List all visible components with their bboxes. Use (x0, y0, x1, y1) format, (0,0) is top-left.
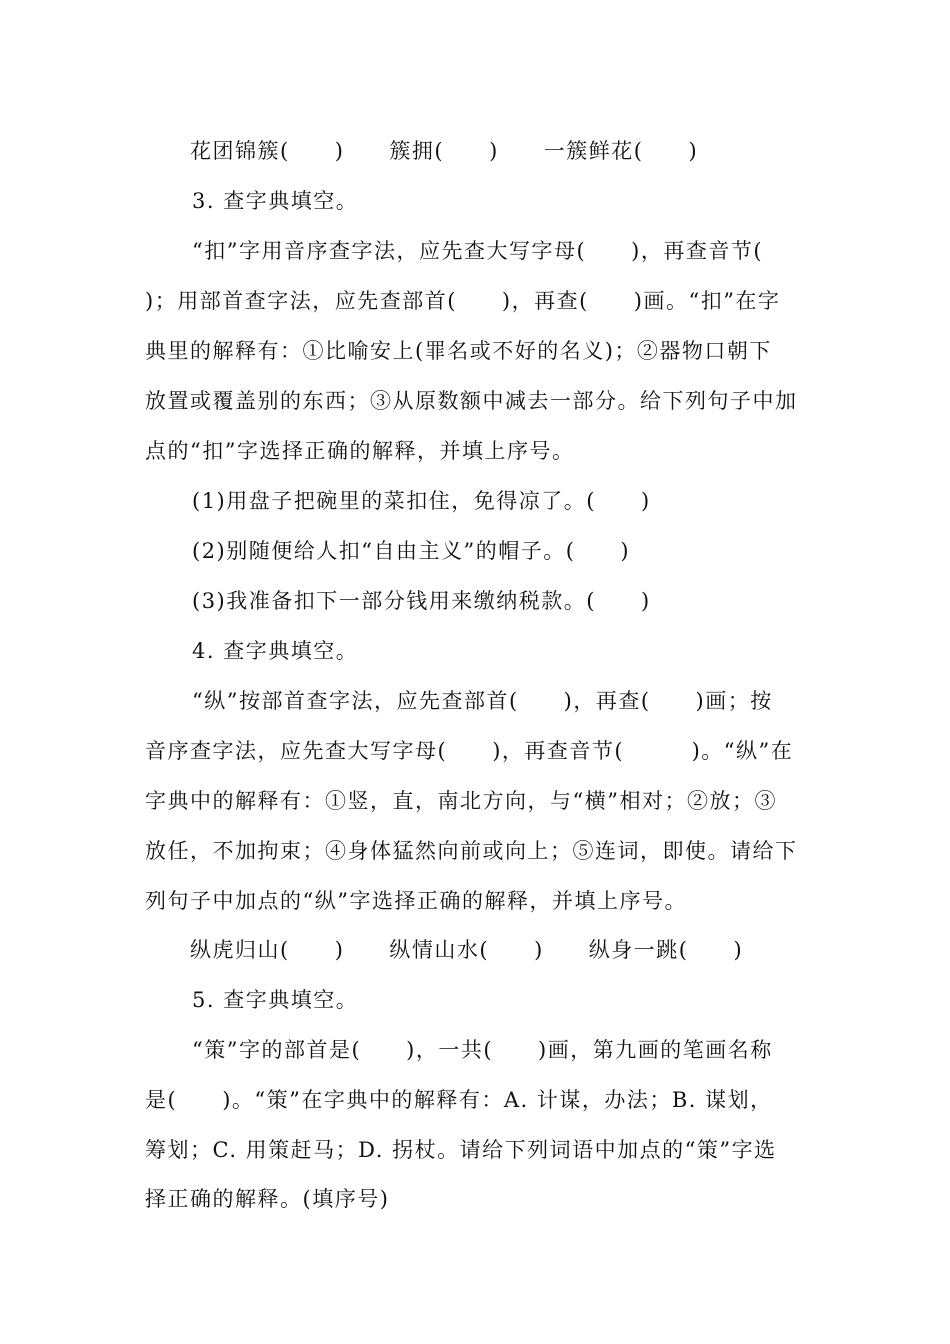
q5-heading: 5. 查字典填空。 (192, 988, 359, 1012)
q2-word-list: 花团锦簇( ) 簇拥( ) 一簇鲜花( ) (190, 139, 699, 163)
q5-para-line: 是( )。“策”在字典中的解释有：A. 计谋，办法；B. 谋划， (145, 1088, 773, 1112)
q4-heading: 4. 查字典填空。 (192, 639, 359, 663)
q3-para-line: 放置或覆盖别的东西；③从原数额中减去一部分。给下列句子中加 (145, 389, 798, 413)
q4-para-line: 字典中的解释有：①竖，直，南北方向，与“横”相对；②放；③ (145, 789, 777, 813)
q5-para-line: 择正确的解释。(填序号) (145, 1187, 390, 1211)
q3-item: (3)我准备扣下一部分钱用来缴纳税款。( ) (192, 589, 651, 613)
q3-item: (2)别随便给人扣“自由主义”的帽子。( ) (192, 539, 631, 563)
q5-para-line: 筹划；C. 用策赶马；D. 拐杖。请给下列词语中加点的“策”字选 (145, 1138, 777, 1162)
q4-para-line: 列句子中加点的“纵”字选择正确的解释，并填上序号。 (145, 889, 687, 913)
q4-word-list: 纵虎归山( ) 纵情山水( ) 纵身一跳( ) (190, 938, 744, 962)
q3-para-line: 典里的解释有：①比喻安上(罪名或不好的名义)；②器物口朝下 (145, 339, 772, 363)
q3-para-line: “扣”字用音序查字法，应先查大写字母( )，再查音节( (192, 239, 764, 263)
q4-para-line: “纵”按部首查字法，应先查部首( )，再查( )画；按 (192, 689, 773, 713)
q3-item: (1)用盘子把碗里的菜扣住，免得凉了。( ) (192, 489, 651, 513)
q3-para-line: 点的“扣”字选择正确的解释，并填上序号。 (145, 439, 575, 463)
q5-para-line: “策”字的部首是( )，一共( )画，第九画的笔画名称 (192, 1038, 773, 1062)
q4-para-line: 音序查字法，应先查大写字母( )，再查音节( )。“纵”在 (145, 739, 794, 763)
q3-heading: 3. 查字典填空。 (192, 189, 359, 213)
q4-para-line: 放任，不加拘束；④身体猛然向前或向上；⑤连词，即使。请给下 (145, 839, 798, 863)
q3-para-line: )；用部首查字法，应先查部首( )，再查( )画。“扣”在字 (145, 289, 781, 313)
